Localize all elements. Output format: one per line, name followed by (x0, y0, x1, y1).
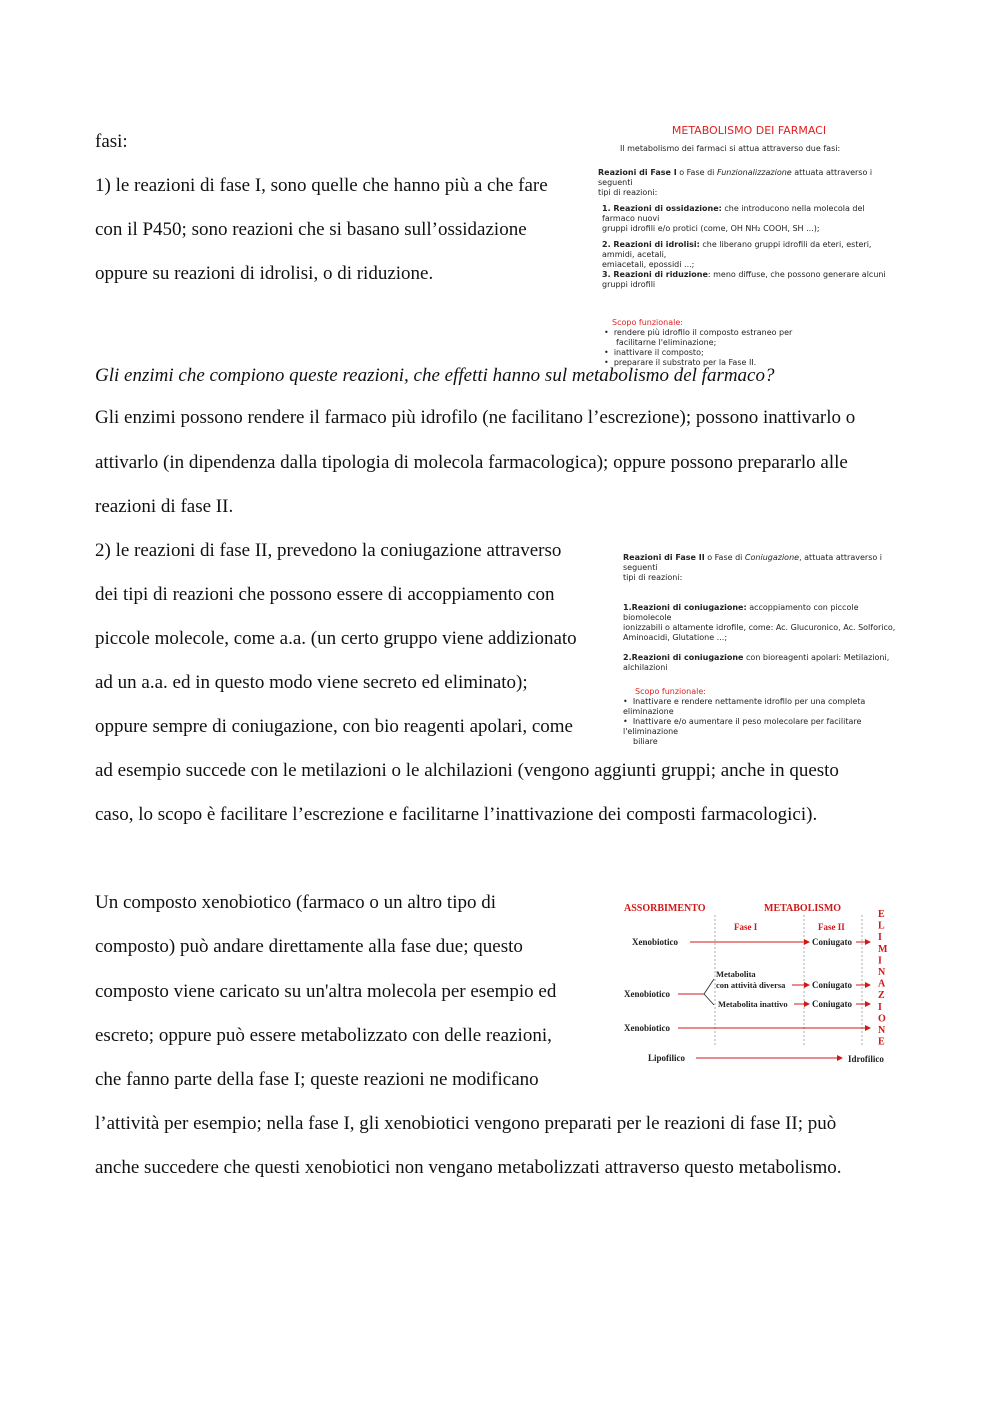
assorbimento-label: ASSORBIMENTO (624, 903, 706, 914)
text-line: caso, lo scopo è facilitare l’escrezione e facilitarne l’inattivazione dei composti farmacologici). (95, 804, 818, 825)
purpose-heading: Scopo funzionale: (635, 687, 706, 696)
text-line: piccole molecole, come a.a. (un certo gruppo viene addizionato (95, 628, 577, 649)
xenobiotico-label: Xenobiotico (624, 989, 670, 999)
reaction-item-line: emiacetali, epossidi ...; (602, 260, 695, 269)
figure-phase1 (598, 124, 900, 368)
metabolita-label: Metabolita (716, 969, 756, 979)
text-line: ad un a.a. ed in questo modo viene secreto ed eliminato); (95, 672, 528, 693)
eliminazione-letter: I (878, 932, 882, 944)
reaction-item-line: ionizzabili o altamente idrofile, come: Ac. Glucuronico, Ac. Solforico, (623, 623, 896, 632)
figure-phase2 (623, 553, 898, 747)
bullet-item: • rendere più idrofilo il composto estraneo per (604, 328, 793, 337)
figure-title: METABOLISMO DEI FARMACI (671, 124, 827, 137)
text-line: 2) le reazioni di fase II, prevedono la coniugazione attraverso (95, 540, 562, 561)
text-line: escreto; oppure può essere metabolizzato con delle reazioni, (95, 1025, 552, 1046)
text-line: ad esempio succede con le metilazioni o le alchilazioni (vengono aggiunti gruppi; anche in questo (95, 760, 839, 781)
eliminazione-letter: E (878, 1036, 885, 1048)
coniugato-label: Coniugato (812, 999, 853, 1009)
eliminazione-letter: E (878, 909, 885, 920)
text-line: oppure sempre di coniugazione, con bio reagenti apolari, come (95, 716, 573, 737)
metabolita-inattivo-label: Metabolita inattivo (718, 999, 788, 1009)
phase1-heading-line2: tipi di reazioni: (598, 188, 658, 197)
eliminazione-letter: Z (878, 990, 885, 1002)
branch-line (704, 979, 714, 994)
reaction-item: 2.Reazioni di coniugazione con bioreagenti apolari: Metilazioni, alchilazioni (623, 653, 890, 672)
xenobiotico-label: Xenobiotico (624, 1023, 670, 1033)
text-line: reazioni di fase II. (95, 496, 234, 517)
text-line: attivarlo (in dipendenza dalla tipologia di molecola farmacologica); oppure possono prepararlo alle (95, 452, 848, 473)
phase2-heading: Reazioni di Fase II o Fase di Coniugazione, attuata attraverso i seguenti (623, 553, 883, 572)
coniugato-label: Coniugato (812, 937, 853, 947)
text-line: 1) le reazioni di fase I, sono quelle che hanno più a che fare (95, 175, 548, 196)
coniugato-label: Coniugato (812, 980, 853, 990)
text-line: con il P450; sono reazioni che si basano sull’ossidazione (95, 219, 527, 240)
bullet-item-line: facilitarne l'eliminazione; (616, 338, 717, 347)
text-line: che fanno parte della fase I; queste reazioni ne modificano (95, 1069, 539, 1090)
branch-line (704, 994, 714, 1005)
reaction-item: 2. Reazioni di idrolisi: che liberano gruppi idrofili da eteri, esteri, ammidi, acetali, (602, 240, 872, 259)
text-line: Gli enzimi possono rendere il farmaco più idrofilo (ne facilitano l’escrezione); possono inattivarlo o (95, 407, 856, 428)
reaction-item: 3. Reazioni di riduzione: meno diffuse, che possono generare alcuni gruppi idrofili (602, 270, 886, 289)
eliminazione-letter: N (878, 967, 886, 978)
metabolita-label: con attività diversa (716, 980, 786, 990)
metabolismo-label: METABOLISMO (764, 903, 842, 914)
eliminazione-letter: A (878, 978, 886, 990)
purpose-heading: Scopo funzionale: (612, 318, 683, 327)
reaction-item: 1.Reazioni di coniugazione: accoppiamento con piccole biomolecole (623, 603, 859, 622)
eliminazione-letter: L (878, 920, 885, 932)
eliminazione-letter: I (878, 955, 882, 967)
bullet-item: • Inattivare e rendere nettamente idrofilo per una completa eliminazione (623, 697, 866, 716)
lipofilico-label: Lipofilico (648, 1053, 686, 1063)
idrofilico-label: Idrofilico (848, 1054, 884, 1064)
eliminazione-letter: M (878, 943, 888, 955)
bullet-item: • Inattivare e/o aumentare il peso molecolare per facilitare l'eliminazione (623, 717, 862, 736)
text-line: fasi: (95, 131, 128, 152)
bullet-item: • inattivare il composto; (604, 348, 704, 357)
figure-intro: Il metabolismo dei farmaci si attua attraverso due fasi: (620, 144, 841, 153)
phase1-heading: Reazioni di Fase I o Fase di Funzionalizzazione attuata attraverso i seguenti (598, 168, 873, 187)
text-line: dei tipi di reazioni che possono essere di accoppiamento con (95, 584, 555, 605)
phase2-heading-line2: tipi di reazioni: (623, 573, 683, 582)
eliminazione-letter: I (878, 1001, 882, 1013)
bullet-item-line: biliare (633, 737, 658, 746)
question-heading: Gli enzimi che compiono queste reazioni, che effetti hanno sul metabolismo del farmaco? (95, 365, 775, 386)
eliminazione-letter: N (878, 1025, 886, 1036)
text-line: composto) può andare direttamente alla fase due; questo (95, 936, 523, 957)
reaction-item-line: Aminoacidi, Glutatione ...; (623, 633, 728, 642)
fase1-label: Fase I (734, 922, 758, 932)
eliminazione-letter: O (878, 1013, 886, 1025)
xenobiotic-pathway-diagram (620, 895, 900, 1075)
text-line: l’attività per esempio; nella fase I, gli xenobiotici vengono preparati per le reazioni di fase II; può (95, 1113, 837, 1134)
bullet-item: • preparare il substrato per la Fase II. (604, 358, 757, 367)
eliminazione-vertical-label (878, 909, 888, 1048)
text-line: composto viene caricato su un'altra molecola per esempio ed (95, 981, 557, 1002)
reaction-item: 1. Reazioni di ossidazione: che introducono nella molecola del farmaco nuovi (602, 204, 865, 223)
text-line: anche succedere che questi xenobiotici non vengano metabolizzati attraverso questo metabolismo. (95, 1157, 842, 1178)
text-line: Un composto xenobiotico (farmaco o un altro tipo di (95, 892, 497, 913)
reaction-item-line: gruppi idrofili e/o protici (come, OH NH₂ COOH, SH ...); (602, 224, 820, 233)
fase2-label: Fase II (818, 922, 845, 932)
text-line: oppure su reazioni di idrolisi, o di riduzione. (95, 263, 434, 284)
xenobiotico-label: Xenobiotico (632, 937, 678, 947)
